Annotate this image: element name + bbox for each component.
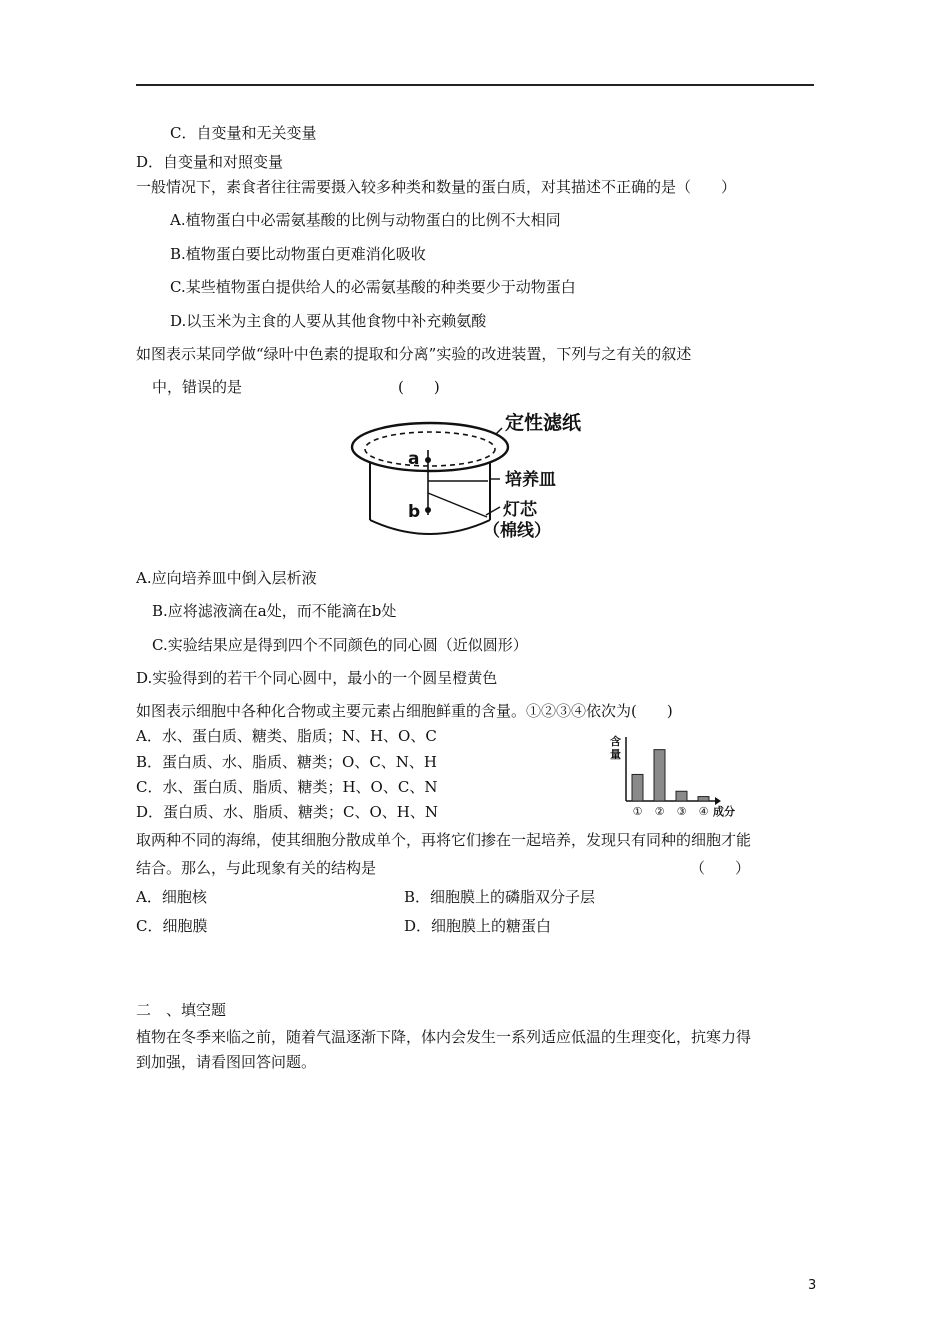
bar-3 [676, 791, 687, 801]
cotton-thread-label: （棉线） [483, 521, 551, 541]
q3-option-b: B．蛋白质、水、脂质、糖类；O、C、N、H [136, 753, 438, 771]
content-bar-chart [605, 733, 745, 821]
tick-label-2: ② [654, 805, 665, 818]
q3-option-a: A．水、蛋白质、糖类、脂质；N、H、O、C [136, 727, 437, 745]
q1-option-c: C.某些植物蛋白提供给人的必需氨基酸的种类要少于动物蛋白 [170, 278, 576, 296]
q1-option-d: D.以玉米为主食的人要从其他食物中补充赖氨酸 [170, 312, 487, 330]
y-axis-label-top: 含 [610, 735, 621, 748]
section-paragraph-line2: 到加强，请看图回答问题。 [136, 1053, 317, 1071]
q1-option-a: A.植物蛋白中必需氨基酸的比例与动物蛋白的比例不大相同 [170, 211, 561, 229]
q4-option-d: D．细胞膜上的糖蛋白 [404, 917, 552, 935]
section-paragraph-line1: 植物在冬季来临之前，随着气温逐渐下降，体内会发生一系列适应低温的生理变化，抗寒力得 [136, 1028, 752, 1046]
prev-option-d: D．自变量和对照变量 [136, 153, 284, 171]
q1-option-b: B.植物蛋白要比动物蛋白更难消化吸收 [170, 245, 426, 263]
point-a-dot [425, 457, 431, 463]
q2-stem-line1: 如图表示某同学做“绿叶中色素的提取和分离”实验的改进装置，下列与之有关的叙述 [136, 345, 692, 363]
culture-dish-label: 培养皿 [505, 470, 556, 490]
filter-paper-label: 定性滤纸 [505, 412, 582, 434]
bar-4 [698, 797, 709, 801]
point-b-dot [425, 507, 431, 513]
tick-label-4: ④ [698, 805, 709, 818]
q2-answer-paren: ( ) [398, 378, 440, 396]
x-axis-label: 成分 [713, 805, 735, 818]
bar-1 [632, 774, 643, 801]
chromatography-apparatus-figure [350, 405, 610, 550]
prev-option-c: C．自变量和无关变量 [170, 124, 317, 142]
y-axis-label-bottom: 量 [610, 748, 621, 761]
wick-label: 灯芯 [503, 500, 537, 520]
q1-stem: 一般情况下，素食者往往需要摄入较多种类和数量的蛋白质，对其描述不正确的是（ ） [136, 178, 737, 196]
q4-stem-line1: 取两种不同的海绵，使其细胞分散成单个，再将它们掺在一起培养，发现只有同种的细胞才能 [136, 831, 752, 849]
q2-stem-line2: 中，错误的是 [152, 378, 243, 396]
q4-option-a: A．细胞核 [136, 888, 207, 906]
q2-option-b: B.应将滤液滴在a处，而不能滴在b处 [152, 602, 397, 620]
tick-label-1: ① [632, 805, 643, 818]
point-b-label: b [408, 502, 421, 522]
q2-option-c: C.实验结果应是得到四个不同颜色的同心圆（近似圆形） [152, 636, 528, 654]
q4-stem-line2: 结合。那么，与此现象有关的结构是 [136, 859, 377, 877]
point-a-label: a [408, 449, 420, 469]
q4-option-c: C．细胞膜 [136, 917, 208, 935]
bar-2 [654, 750, 665, 801]
q3-option-c: C．水、蛋白质、脂质、糖类；H、O、C、N [136, 778, 438, 796]
x-axis-arrow [715, 797, 721, 805]
tick-label-3: ③ [676, 805, 687, 818]
page-number: 3 [808, 1278, 817, 1293]
q3-stem: 如图表示细胞中各种化合物或主要元素占细胞鲜重的含量。①②③④依次为( ) [136, 702, 673, 720]
q2-option-d: D.实验得到的若干个同心圆中，最小的一个圆呈橙黄色 [136, 669, 498, 687]
q4-answer-paren: （ ） [690, 859, 751, 877]
q2-option-a: A.应向培养皿中倒入层析液 [136, 569, 317, 587]
section-heading: 二 、填空题 [136, 1001, 227, 1019]
header-rule [136, 84, 814, 86]
q3-option-d: D．蛋白质、水、脂质、糖类；C、O、H、N [136, 803, 439, 821]
q4-option-b: B．细胞膜上的磷脂双分子层 [404, 888, 596, 906]
